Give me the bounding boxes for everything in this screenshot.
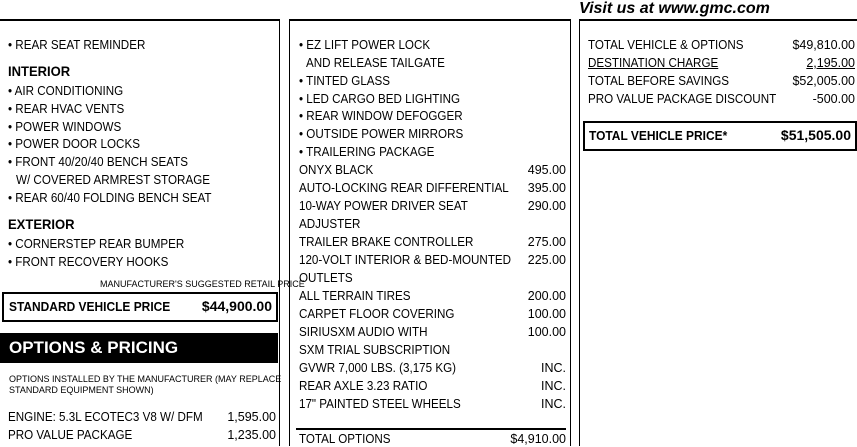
feature-item: • OUTSIDE POWER MIRRORS	[299, 127, 464, 141]
feature-item: • POWER WINDOWS	[8, 120, 122, 134]
option-label: ADJUSTER	[299, 217, 361, 231]
option-label: ALL TERRAIN TIRES	[299, 289, 411, 303]
total-vehicle-price-label: TOTAL VEHICLE PRICE*	[589, 128, 728, 143]
feature-item: W/ COVERED ARMREST STORAGE	[16, 173, 211, 187]
feature-item: • CORNERSTEP REAR BUMPER	[8, 237, 185, 251]
summary-value: 2,195.00	[806, 56, 855, 70]
option-price: 200.00	[527, 289, 566, 303]
option-label: SIRIUSXM AUDIO WITH	[299, 325, 428, 339]
summary-value: $52,005.00	[792, 74, 855, 88]
feature-item: • FRONT RECOVERY HOOKS	[8, 255, 169, 269]
option-price: 225.00	[527, 253, 566, 267]
top-rule-col2	[289, 19, 570, 21]
feature-item: • REAR WINDOW DEFOGGER	[299, 109, 463, 123]
exterior-heading: EXTERIOR	[8, 216, 75, 232]
options-note-line1: OPTIONS INSTALLED BY THE MANUFACTURER (MAY REPLACE	[9, 374, 282, 384]
feature-item: • POWER DOOR LOCKS	[8, 137, 140, 151]
feature-item: • TRAILERING PACKAGE	[299, 145, 435, 159]
summary-label: DESTINATION CHARGE	[588, 56, 719, 70]
divider-col2-left	[289, 19, 290, 446]
option-price: 290.00	[527, 199, 566, 213]
interior-heading: INTERIOR	[8, 63, 71, 79]
summary-label: TOTAL BEFORE SAVINGS	[588, 74, 730, 88]
website-link[interactable]: Visit us at www.gmc.com	[579, 0, 770, 17]
option-label: 10-WAY POWER DRIVER SEAT	[299, 199, 468, 213]
option-label: ENGINE: 5.3L ECOTEC3 V8 W/ DFM	[8, 410, 203, 424]
total-options-value: $4,910.00	[510, 432, 566, 446]
option-label: 17" PAINTED STEEL WHEELS	[299, 397, 461, 411]
option-label: SXM TRIAL SUBSCRIPTION	[299, 343, 451, 357]
option-label: CARPET FLOOR COVERING	[299, 307, 455, 321]
options-note-line2: STANDARD EQUIPMENT SHOWN)	[9, 385, 154, 395]
option-label: GVWR 7,000 LBS. (3,175 KG)	[299, 361, 457, 375]
summary-value: -500.00	[812, 92, 855, 106]
total-options-rule	[296, 428, 566, 430]
option-label: OUTLETS	[299, 271, 353, 285]
option-price: 395.00	[527, 181, 566, 195]
standard-price-value: $44,900.00	[201, 298, 272, 314]
option-price: 100.00	[527, 325, 566, 339]
option-label: ONYX BLACK	[299, 163, 374, 177]
option-price: 1,235.00	[227, 428, 276, 442]
option-label: TRAILER BRAKE CONTROLLER	[299, 235, 474, 249]
options-pricing-header	[0, 333, 278, 363]
total-vehicle-price-value: $51,505.00	[780, 127, 851, 143]
option-price: 100.00	[527, 307, 566, 321]
option-price: INC.	[541, 361, 566, 375]
feature-item: • TINTED GLASS	[299, 74, 391, 88]
standard-price-label: STANDARD VEHICLE PRICE	[9, 299, 171, 314]
summary-label: TOTAL VEHICLE & OPTIONS	[588, 38, 744, 52]
feature-item: • REAR 60/40 FOLDING BENCH SEAT	[8, 191, 212, 205]
option-label: 120-VOLT INTERIOR & BED-MOUNTED	[299, 253, 512, 267]
option-price: 1,595.00	[227, 410, 276, 424]
feature-item: • REAR HVAC VENTS	[8, 102, 125, 116]
options-pricing-title: OPTIONS & PRICING	[9, 338, 179, 357]
option-price: INC.	[541, 379, 566, 393]
option-label: AUTO-LOCKING REAR DIFFERENTIAL	[299, 181, 509, 195]
top-rule-col3	[579, 19, 857, 21]
divider-col2-right	[570, 19, 571, 446]
feature-item: • REAR SEAT REMINDER	[8, 38, 146, 52]
feature-item: • EZ LIFT POWER LOCK	[299, 38, 431, 52]
feature-item: AND RELEASE TAILGATE	[306, 56, 445, 70]
divider-col3-left	[579, 19, 580, 446]
feature-item: • FRONT 40/20/40 BENCH SEATS	[8, 155, 189, 169]
option-price: 275.00	[527, 235, 566, 249]
summary-value: $49,810.00	[792, 38, 855, 52]
summary-label: PRO VALUE PACKAGE DISCOUNT	[588, 92, 777, 106]
total-options-label: TOTAL OPTIONS	[299, 432, 391, 446]
option-label: PRO VALUE PACKAGE	[8, 428, 133, 442]
option-label: REAR AXLE 3.23 RATIO	[299, 379, 428, 393]
top-rule-col1	[0, 19, 280, 21]
option-price: 495.00	[527, 163, 566, 177]
feature-item: • AIR CONDITIONING	[8, 84, 124, 98]
msrp-note: MANUFACTURER'S SUGGESTED RETAIL PRICE	[100, 279, 305, 289]
option-price: INC.	[541, 397, 566, 411]
feature-item: • LED CARGO BED LIGHTING	[299, 92, 461, 106]
